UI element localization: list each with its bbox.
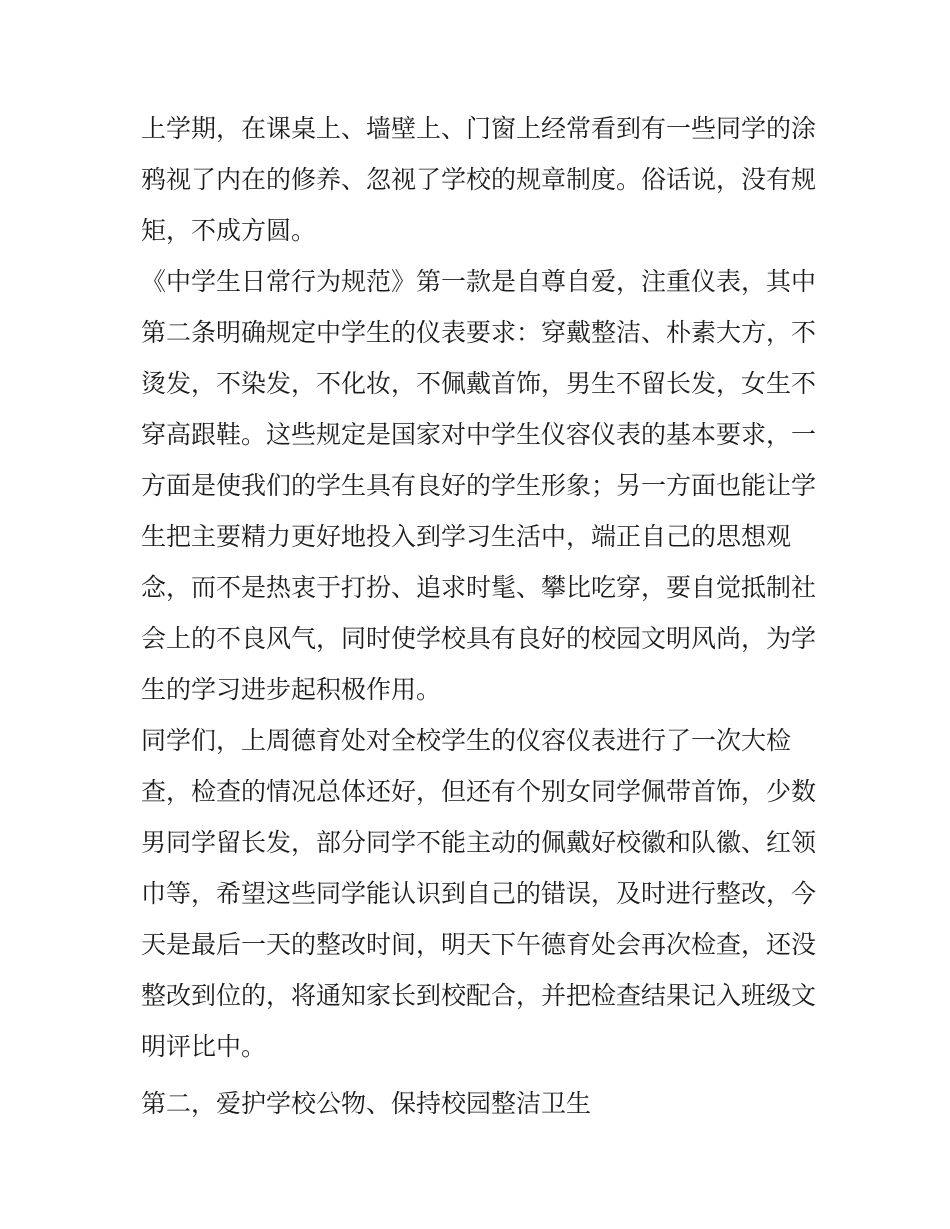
text-line: 查，检查的情况总体还好，但还有个别女同学佩带首饰，少数 xyxy=(141,777,817,806)
text-line: 上学期，在课桌上、墙壁上、门窗上经常看到有一些同学的涂 xyxy=(141,114,817,143)
text-line: 整改到位的，将通知家长到校配合，并把检查结果记入班级文 xyxy=(141,981,817,1010)
paragraph-graffiti xyxy=(141,103,821,256)
text-line: 天是最后一天的整改时间，明天下午德育处会再次检查，还没 xyxy=(141,930,817,959)
text-line: 同学们，上周德育处对全校学生的仪容仪表进行了一次大检 xyxy=(141,726,792,755)
text-line: 烫发，不染发，不化妆，不佩戴首饰，男生不留长发，女生不 xyxy=(141,369,817,398)
text-line: 生的学习进步起积极作用。 xyxy=(141,675,442,704)
text-line: 第二条明确规定中学生的仪表要求：穿戴整洁、朴素大方，不 xyxy=(141,318,817,347)
text-line: 男同学留长发，部分同学不能主动的佩戴好校徽和队徽、红领 xyxy=(141,828,817,857)
text-line: 方面是使我们的学生具有良好的学生形象；另一方面也能让学 xyxy=(141,471,817,500)
text-line: 鸦视了内在的修养、忽视了学校的规章制度。俗话说，没有规 xyxy=(141,165,817,194)
text-line: 巾等，希望这些同学能认识到自己的错误，及时进行整改，今 xyxy=(141,879,817,908)
document-body xyxy=(141,103,821,1129)
paragraph-inspection xyxy=(141,715,821,1072)
text-line: 生把主要精力更好地投入到学习生活中，端正自己的思想观 xyxy=(141,522,792,551)
paragraph-code-of-conduct xyxy=(141,256,821,715)
text-line: 明评比中。 xyxy=(141,1032,267,1061)
text-line: 穿高跟鞋。这些规定是国家对中学生仪容仪表的基本要求，一 xyxy=(141,420,817,449)
heading-line: 第二，爱护学校公物、保持校园整洁卫生 xyxy=(141,1089,592,1118)
text-line: 会上的不良风气，同时使学校具有良好的校园文明风尚，为学 xyxy=(141,624,817,653)
text-line: 念，而不是热衷于打扮、追求时髦、攀比吃穿，要自觉抵制社 xyxy=(141,573,817,602)
section-heading xyxy=(141,1078,821,1129)
text-line: 《中学生日常行为规范》第一款是自尊自爱，注重仪表，其中 xyxy=(141,267,817,296)
text-line: 矩，不成方圆。 xyxy=(141,216,317,245)
